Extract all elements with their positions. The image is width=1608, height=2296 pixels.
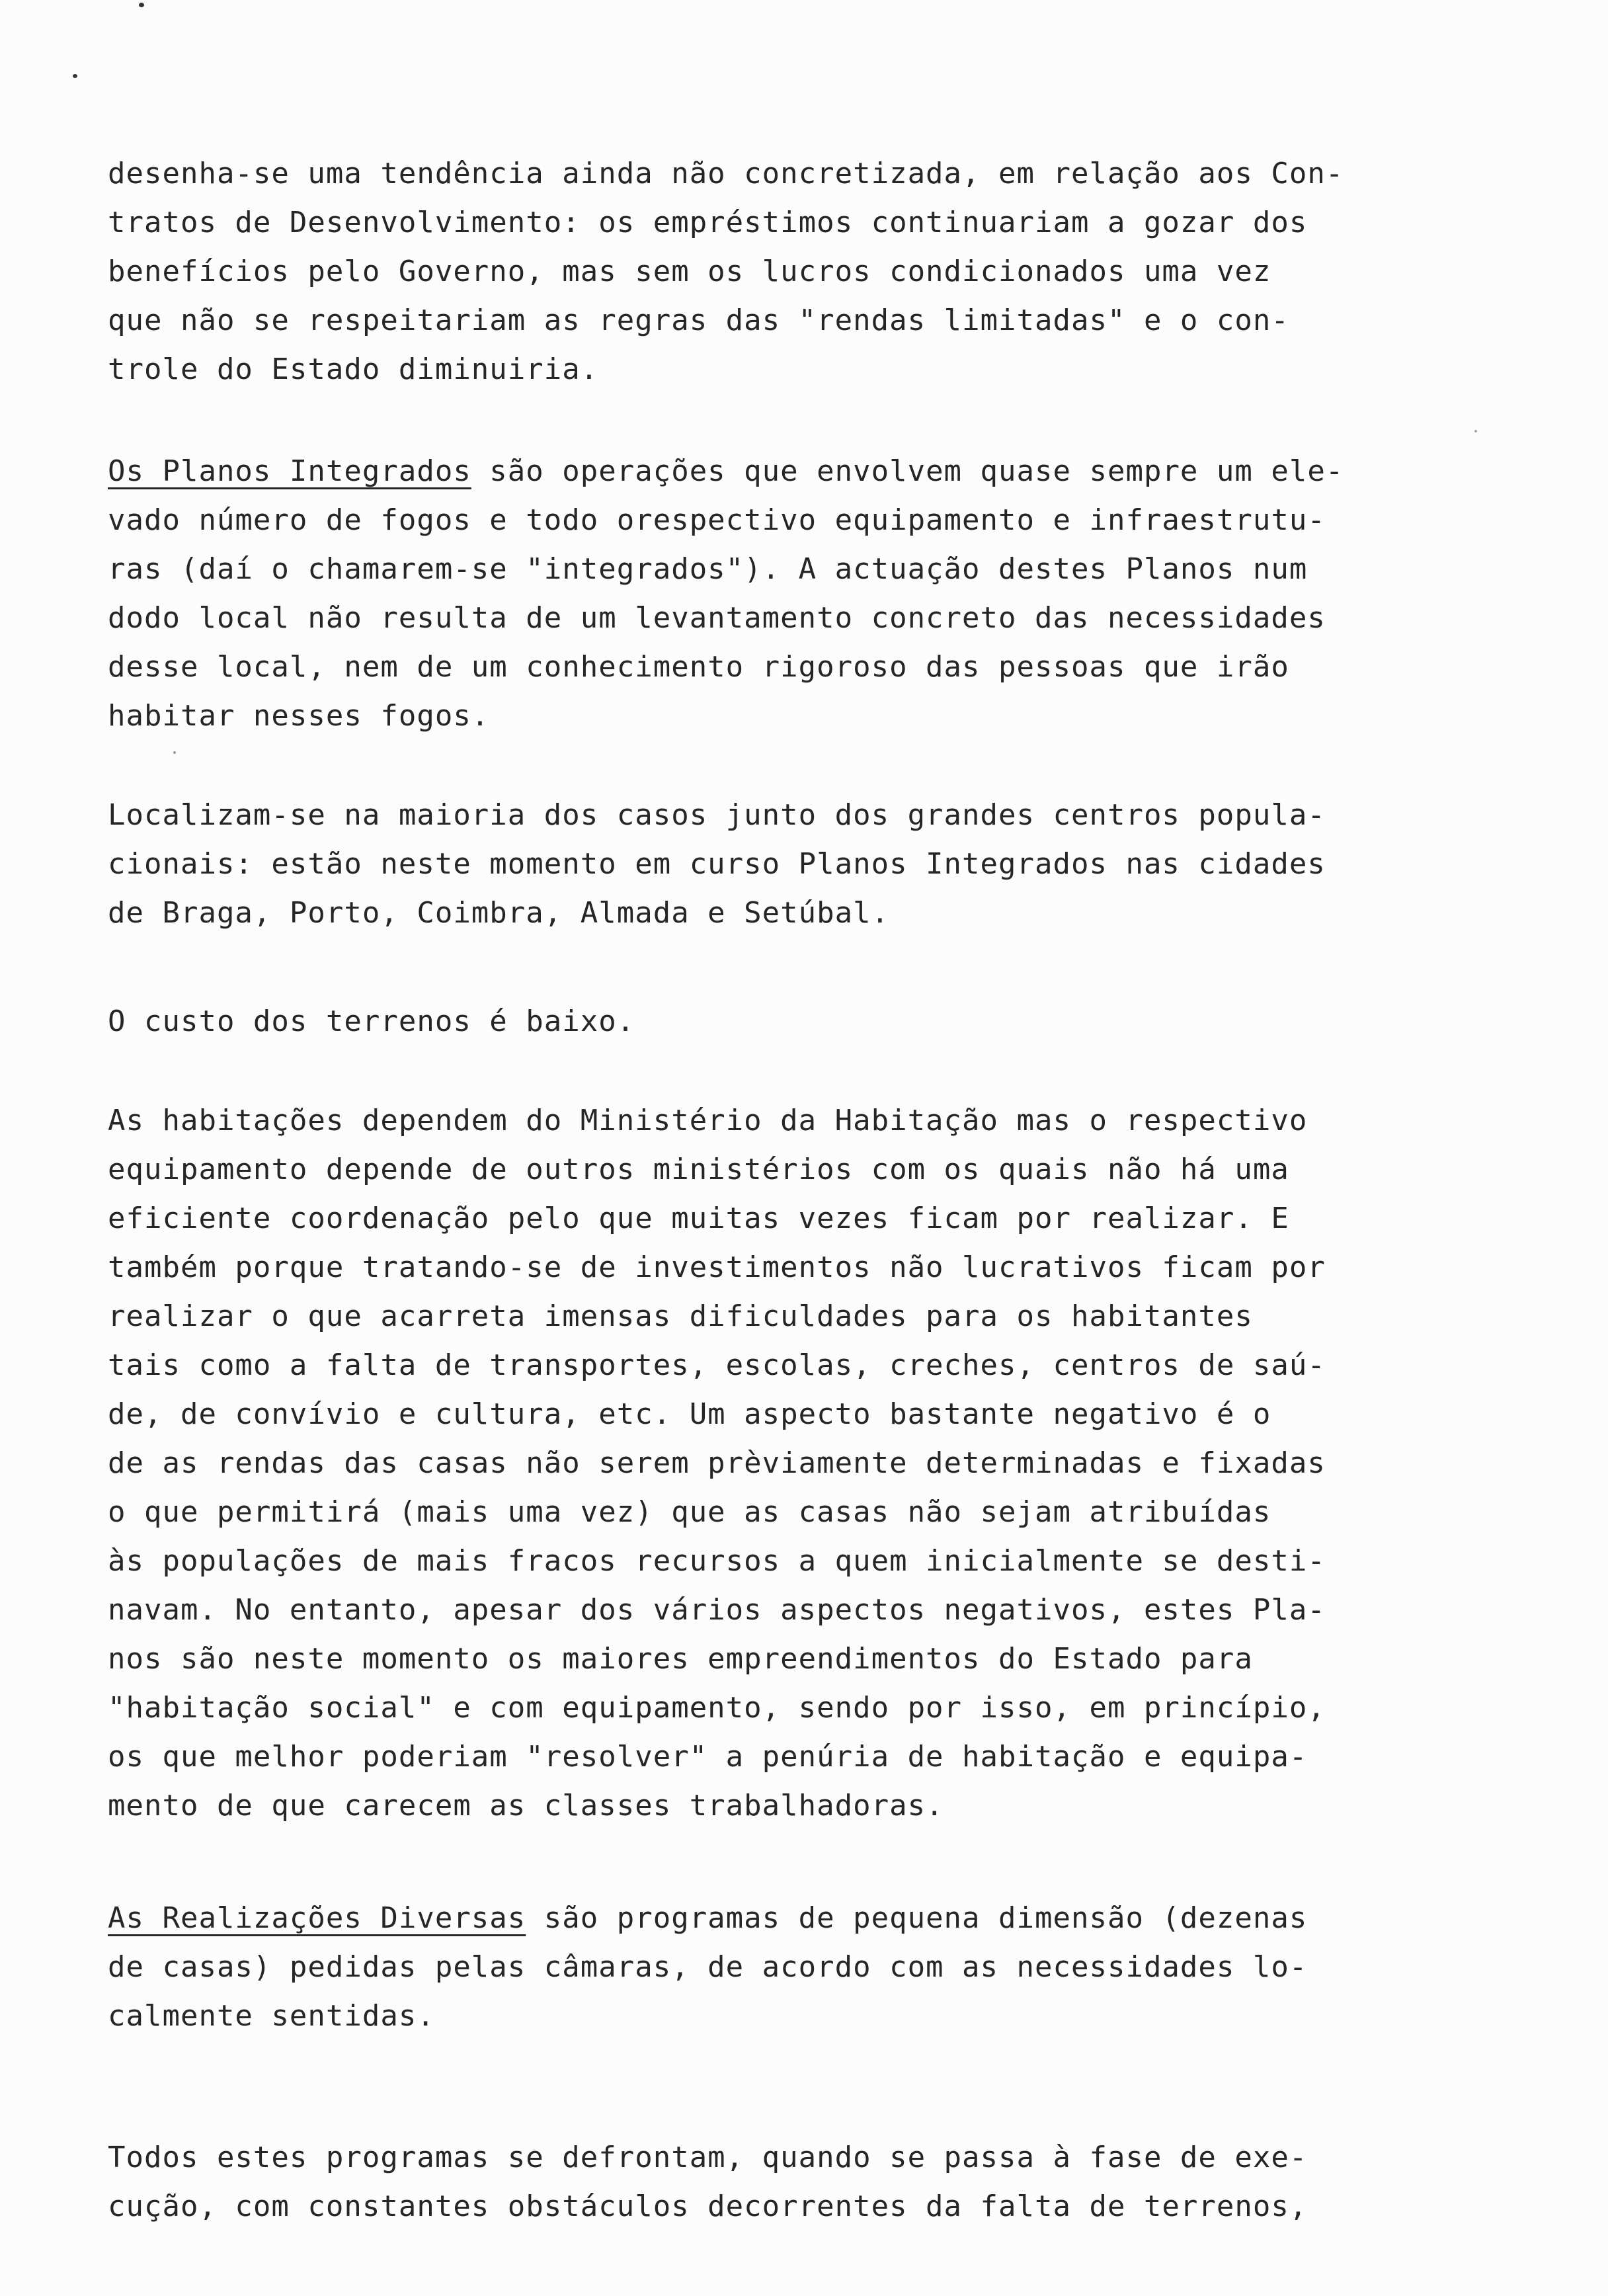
text-line: O custo dos terrenos é baixo. <box>108 1004 635 1038</box>
text-line: tratos de Desenvolvimento: os empréstimos continuariam a gozar dos <box>108 206 1308 239</box>
text-line: calmente sentidas. <box>108 1999 435 2033</box>
text-line: tais como a falta de transportes, escolas, creches, centros de saú- <box>108 1348 1326 1382</box>
text-line: Localizam-se na maioria dos casos junto dos grandes centros popula- <box>108 798 1326 832</box>
text-line: eficiente coordenação pelo que muitas vezes ficam por realizar. E <box>108 1202 1289 1235</box>
paragraph-localizacao <box>108 791 1503 938</box>
text-line: "habitação social" e com equipamento, sendo por isso, em princípio, <box>108 1691 1326 1725</box>
paragraph-custo-terrenos <box>108 997 1503 1046</box>
text-line: cução, com constantes obstáculos decorrentes da falta de terrenos, <box>108 2190 1308 2223</box>
scan-speck <box>73 74 77 78</box>
text-line: de, de convívio e cultura, etc. Um aspecto bastante negativo é o <box>108 1397 1271 1431</box>
text-line: As habitações dependem do Ministério da Habitação mas o respectivo <box>108 1104 1308 1137</box>
text-line: navam. No entanto, apesar dos vários aspectos negativos, estes Pla- <box>108 1593 1326 1627</box>
paragraph-habitacoes <box>108 1096 1503 1830</box>
text-line <box>108 447 1503 496</box>
scan-speck <box>173 751 176 754</box>
heading-line-rest: são programas de pequena dimensão (dezenas <box>526 1901 1308 1935</box>
text-line: de as rendas das casas não serem prèviamente determinadas e fixadas <box>108 1446 1326 1480</box>
section-heading-realizacoes-diversas: As Realizações Diversas <box>108 1901 526 1935</box>
scan-speck <box>139 3 144 7</box>
text-line: vado número de fogos e todo orespectivo equipamento e infraestrutu- <box>108 503 1326 537</box>
text-line: trole do Estado diminuiria. <box>108 352 599 386</box>
text-line: dodo local não resulta de um levantamento concreto das necessidades <box>108 601 1326 635</box>
text-line: mento de que carecem as classes trabalhadoras. <box>108 1789 944 1823</box>
text-line: às populações de mais fracos recursos a quem inicialmente se desti- <box>108 1544 1326 1578</box>
heading-line-rest: são operações que envolvem quase sempre um ele- <box>471 454 1344 488</box>
text-line: de Braga, Porto, Coimbra, Almada e Setúbal. <box>108 896 890 930</box>
paragraph-obstaculos <box>108 2133 1503 2231</box>
text-line: benefícios pelo Governo, mas sem os lucros condicionados uma vez <box>108 255 1271 288</box>
paragraph-planos-integrados <box>108 447 1503 741</box>
text-line: desse local, nem de um conhecimento rigoroso das pessoas que irão <box>108 650 1289 684</box>
text-line: de casas) pedidas pelas câmaras, de acordo com as necessidades lo- <box>108 1950 1308 1984</box>
text-line: os que melhor poderiam "resolver" a penúria de habitação e equipa- <box>108 1740 1308 1774</box>
text-line: também porque tratando-se de investimentos não lucrativos ficam por <box>108 1250 1326 1284</box>
scan-speck <box>1474 430 1477 432</box>
text-line <box>108 1894 1503 1943</box>
text-line: cionais: estão neste momento em curso Planos Integrados nas cidades <box>108 847 1326 881</box>
paragraph-realizacoes-diversas <box>108 1894 1503 2041</box>
text-line: nos são neste momento os maiores empreendimentos do Estado para <box>108 1642 1253 1676</box>
section-heading-planos-integrados: Os Planos Integrados <box>108 454 471 488</box>
text-line: realizar o que acarreta imensas dificuldades para os habitantes <box>108 1299 1253 1333</box>
paragraph-development-contracts <box>108 149 1503 394</box>
text-line: ras (daí o chamarem-se "integrados"). A actuação destes Planos num <box>108 552 1308 586</box>
text-line: Todos estes programas se defrontam, quando se passa à fase de exe- <box>108 2141 1308 2174</box>
text-line: habitar nesses fogos. <box>108 699 490 733</box>
text-line: o que permitirá (mais uma vez) que as casas não sejam atribuídas <box>108 1495 1271 1529</box>
text-line: equipamento depende de outros ministérios com os quais não há uma <box>108 1153 1289 1186</box>
text-line: que não se respeitariam as regras das "rendas limitadas" e o con- <box>108 304 1289 337</box>
text-line: desenha-se uma tendência ainda não concretizada, em relação aos Con- <box>108 157 1344 190</box>
